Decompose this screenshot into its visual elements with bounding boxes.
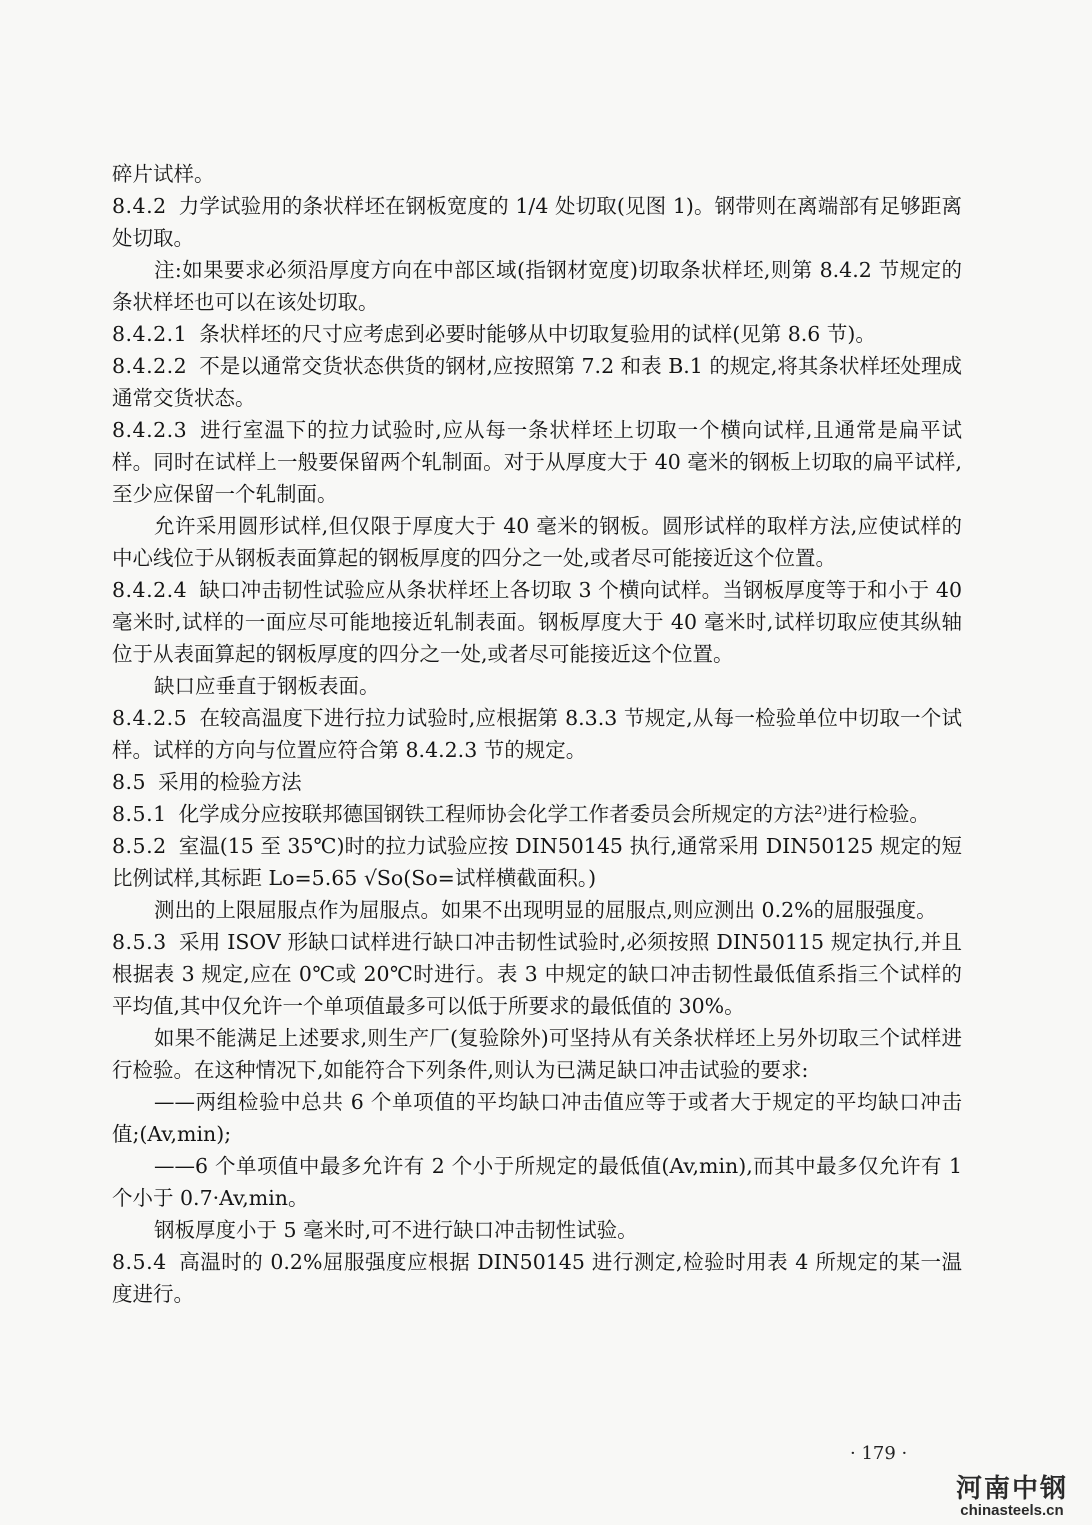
list-item-condition-1: ——两组检验中总共 6 个单项值的平均缺口冲击值应等于或者大于规定的平均缺口冲击值;(Av,min);: [112, 1090, 962, 1146]
section-number: 8.4.2.3: [112, 418, 188, 442]
watermark-cn: 河南中钢: [955, 1474, 1068, 1504]
section-number: 8.4.2: [112, 194, 167, 218]
paragraph-8-5-4: 8.5.4 高温时的 0.2%屈服强度应根据 DIN50145 进行测定,检验时用表 4 所规定的某一温度进行。: [112, 1250, 962, 1306]
paragraph-8-5-1: 8.5.1 化学成分应按联邦德国钢铁工程师协会化学工作者委员会所规定的方法²⁾进行检验。: [112, 802, 930, 826]
paragraph-8-4-2-3: 8.4.2.3 进行室温下的拉力试验时,应从每一条状样坯上切取一个横向试样,且通常是扁平试样。同时在试样上一般要保留两个轧制面。对于从厚度大于 40 毫米的钢板上切取的扁平试样,至少应保留一个轧制面。: [112, 418, 962, 506]
section-number: 8.4.2.2: [112, 354, 188, 378]
watermark-en: chinasteels.cn: [960, 1502, 1064, 1519]
section-number: 8.5.4: [112, 1250, 167, 1274]
section-number: 8.4.2.4: [112, 578, 188, 602]
paragraph-thin-plate: 钢板厚度小于 5 毫米时,可不进行缺口冲击韧性试验。: [154, 1218, 638, 1242]
section-heading-8-5: 8.5 采用的检验方法: [112, 770, 302, 794]
paragraph-p0: 碎片试样。: [112, 162, 215, 186]
paragraph-yield-point: 测出的上限屈服点作为屈服点。如果不出现明显的屈服点,则应测出 0.2%的屈服强度。: [154, 898, 937, 922]
page-number: · 179 ·: [850, 1443, 908, 1464]
paragraph-8-4-2-5: 8.4.2.5 在较高温度下进行拉力试验时,应根据第 8.3.3 节规定,从每一检验单位中切取一个试样。试样的方向与位置应符合第 8.4.2.3 节的规定。: [112, 706, 962, 762]
paragraph-retest: 如果不能满足上述要求,则生产厂(复验除外)可坚持从有关条状样坯上另外切取三个试样进行检验。在这种情况下,如能符合下列条件,则认为已满足缺口冲击试验的要求:: [112, 1026, 962, 1082]
paragraph-8-4-2: 8.4.2 力学试验用的条状样坯在钢板宽度的 1/4 处切取(见图 1)。钢带则在离端部有足够距离处切取。: [112, 194, 962, 250]
list-item-condition-2: ——6 个单项值中最多允许有 2 个小于所规定的最低值(Av,min),而其中最多仅允许有 1 个小于 0.7·Av,min。: [112, 1154, 962, 1210]
section-number: 8.4.2.5: [112, 706, 188, 730]
section-number: 8.5.3: [112, 930, 167, 954]
paragraph-note: 注:如果要求必须沿厚度方向在中部区域(指钢材宽度)切取条状样坯,则第 8.4.2 节规定的条状样坯也可以在该处切取。: [112, 258, 962, 314]
section-number: 8.5.2: [112, 834, 167, 858]
section-number: 8.5.1: [112, 802, 167, 826]
watermark-logo: [938, 1475, 1086, 1519]
paragraph-8-4-2-4: 8.4.2.4 缺口冲击韧性试验应从条状样坯上各切取 3 个横向试样。当钢板厚度等于和小于 40 毫米时,试样的一面应尽可能地接近轧制表面。钢板厚度大于 40 毫米时,试样切取应使其纵轴位于从表面算起的钢板厚度的四分之一处,或者尽可能接近这个位置。: [112, 578, 962, 666]
section-number: 8.5: [112, 770, 147, 794]
document-body: [112, 158, 962, 1310]
paragraph-8-4-2-2: 8.4.2.2 不是以通常交货状态供货的钢材,应按照第 7.2 和表 B.1 的规定,将其条状样坯处理成通常交货状态。: [112, 354, 962, 410]
paragraph-8-4-2-1: 8.4.2.1 条状样坯的尺寸应考虑到必要时能够从中切取复验用的试样(见第 8.6 节)。: [112, 322, 876, 346]
section-number: 8.4.2.1: [112, 322, 188, 346]
paragraph-round-specimen: 允许采用圆形试样,但仅限于厚度大于 40 毫米的钢板。圆形试样的取样方法,应使试样的中心线位于从钢板表面算起的钢板厚度的四分之一处,或者尽可能接近这个位置。: [112, 514, 962, 570]
paragraph-8-5-2: 8.5.2 室温(15 至 35℃)时的拉力试验应按 DIN50145 执行,通常采用 DIN50125 规定的短比例试样,其标距 Lo=5.65 √So(So=试样横截面积。): [112, 834, 962, 890]
paragraph-notch: 缺口应垂直于钢板表面。: [154, 674, 380, 698]
paragraph-8-5-3: 8.5.3 采用 ISOV 形缺口试样进行缺口冲击韧性试验时,必须按照 DIN50115 规定执行,并且根据表 3 规定,应在 0℃或 20℃时进行。表 3 中规定的缺口冲击韧性最低值系指三个试样的平均值,其中仅允许一个单项值最多可以低于所要求的最低值的 30%。: [112, 930, 962, 1018]
